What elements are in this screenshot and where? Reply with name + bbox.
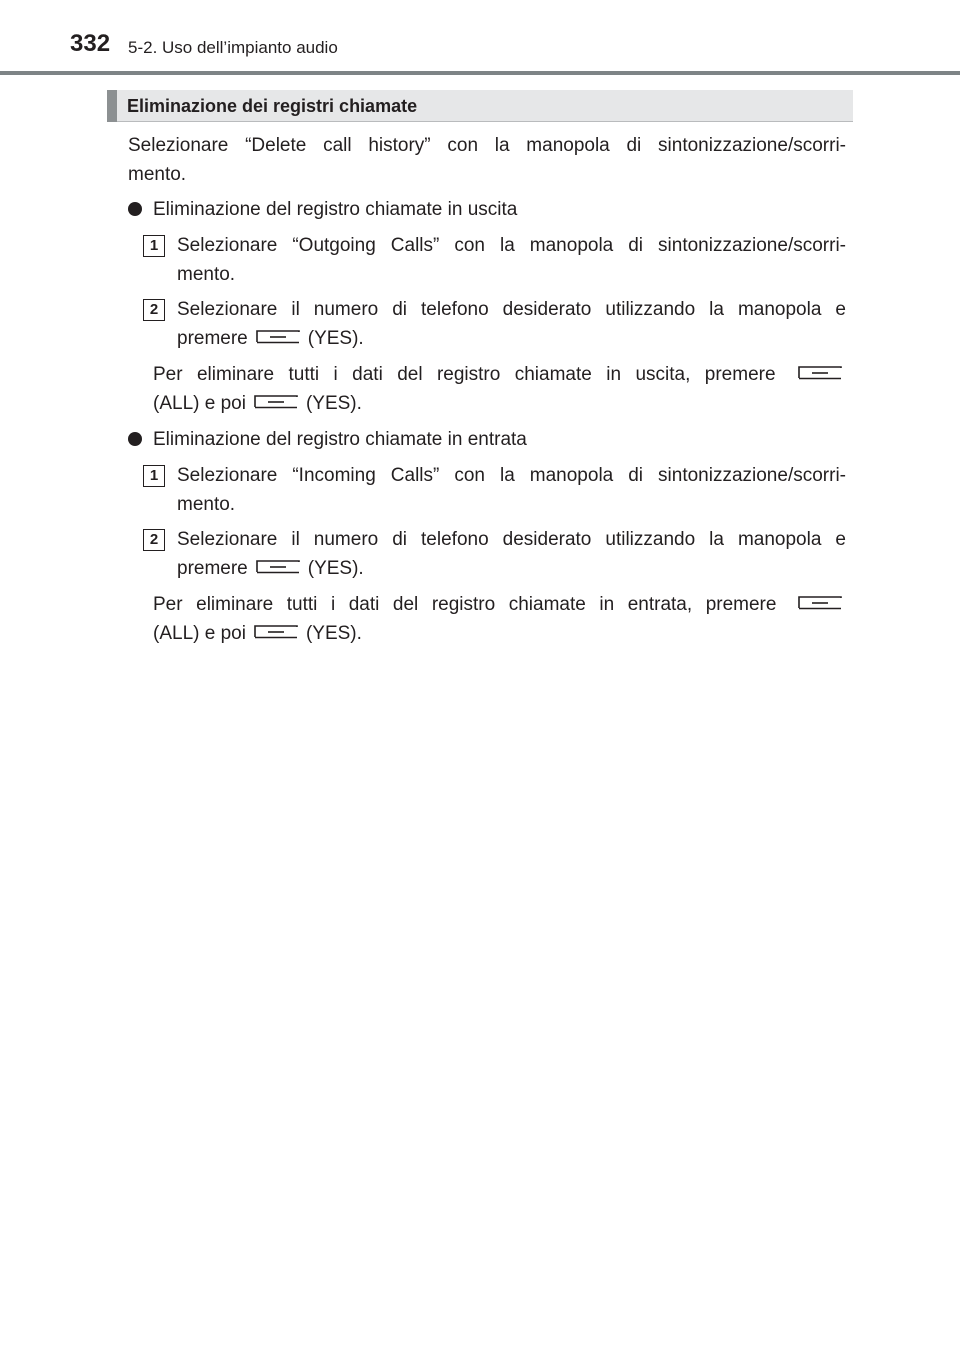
step-number-badge: 1 [143,465,165,487]
section-title: Eliminazione dei registri chiamate [127,96,418,116]
outgoing-note-line-1 [153,360,846,389]
intro-line-2: mento. [128,164,187,185]
note-word: dati [348,594,380,615]
steering-switch-button-icon [254,395,298,409]
outgoing-note [153,360,846,418]
incoming-bullet-label: Eliminazione del registro chiamate in entrata [153,429,527,450]
steering-switch-button-icon [256,330,300,344]
steering-switch-button-icon [798,366,842,380]
note-word: del [392,594,419,615]
chapter-title: 5-2. Uso dell’impianto audio [128,38,338,57]
header-divider [0,71,960,75]
step-number-badge: 2 [143,529,165,551]
outgoing-step-1-line-1: Selezionare “Outgoing Calls” con la manopola di sintonizzazione/scorri- [177,235,846,256]
note-word: registro [431,594,496,615]
incoming-step-1-line-1: Selezionare “Incoming Calls” con la manopola di sintonizzazione/scorri- [177,465,846,486]
note-word: eliminare [196,594,274,615]
note-word: chiamate [508,594,586,615]
page-header [0,0,960,76]
note-word: in [599,594,615,615]
note-word: registro [436,364,501,385]
premere-text: premere [177,328,248,349]
outgoing-step-1-line-2: mento. [177,264,236,285]
incoming-step-1 [177,461,846,519]
yes-text: (YES). [305,623,362,644]
yes-text: (YES). [307,328,364,349]
page-number: 332 [70,30,111,57]
section-heading [107,90,853,122]
note-word: del [397,364,423,385]
note-word: premere [705,594,777,615]
note-word: premere [704,364,776,385]
yes-text: (YES). [305,393,362,414]
intro-paragraph [128,131,846,189]
incoming-step-2-line-2 [177,554,846,583]
step-number-badge: 2 [143,299,165,321]
note-word: in [606,364,622,385]
incoming-note [153,590,846,648]
section-divider [117,121,853,122]
steering-switch-button-icon [798,596,842,610]
outgoing-step-2 [177,295,846,353]
incoming-note-line-2 [153,619,846,648]
outgoing-bullet-label: Eliminazione del registro chiamate in uscita [153,199,518,220]
steering-switch-button-icon [254,625,298,639]
incoming-step-1-line-2: mento. [177,494,236,515]
note-word: Per [153,364,183,385]
note-word: eliminare [196,364,275,385]
incoming-step-2-line-1: Selezionare il numero di telefono desiderato utilizzando la manopola e [177,529,846,550]
note-word: i [333,364,338,385]
note-word: Per [153,594,183,615]
note-word: dati [352,364,383,385]
yes-text: (YES). [307,558,364,579]
all-text: (ALL) e poi [153,623,246,644]
steering-switch-button-icon [256,560,300,574]
note-word: chiamate [514,364,592,385]
note-word: i [330,594,336,615]
outgoing-step-2-line-2 [177,324,846,353]
incoming-note-line-1 [153,590,846,619]
note-word: tutti [288,364,320,385]
outgoing-step-2-line-1: Selezionare il numero di telefono desiderato utilizzando la manopola e [177,299,846,320]
note-word: entrata, [627,594,693,615]
premere-text: premere [177,558,248,579]
incoming-step-2 [177,525,846,583]
all-text: (ALL) e poi [153,393,246,414]
step-number-badge: 1 [143,235,165,257]
outgoing-step-1 [177,231,846,289]
outgoing-note-line-2 [153,389,846,418]
bullet-icon [128,432,142,446]
bullet-icon [128,202,142,216]
note-word: tutti [286,594,318,615]
intro-line-1: Selezionare “Delete call history” con la manopola di sintonizzazione/scorri- [128,135,846,156]
note-word: uscita, [635,364,691,385]
